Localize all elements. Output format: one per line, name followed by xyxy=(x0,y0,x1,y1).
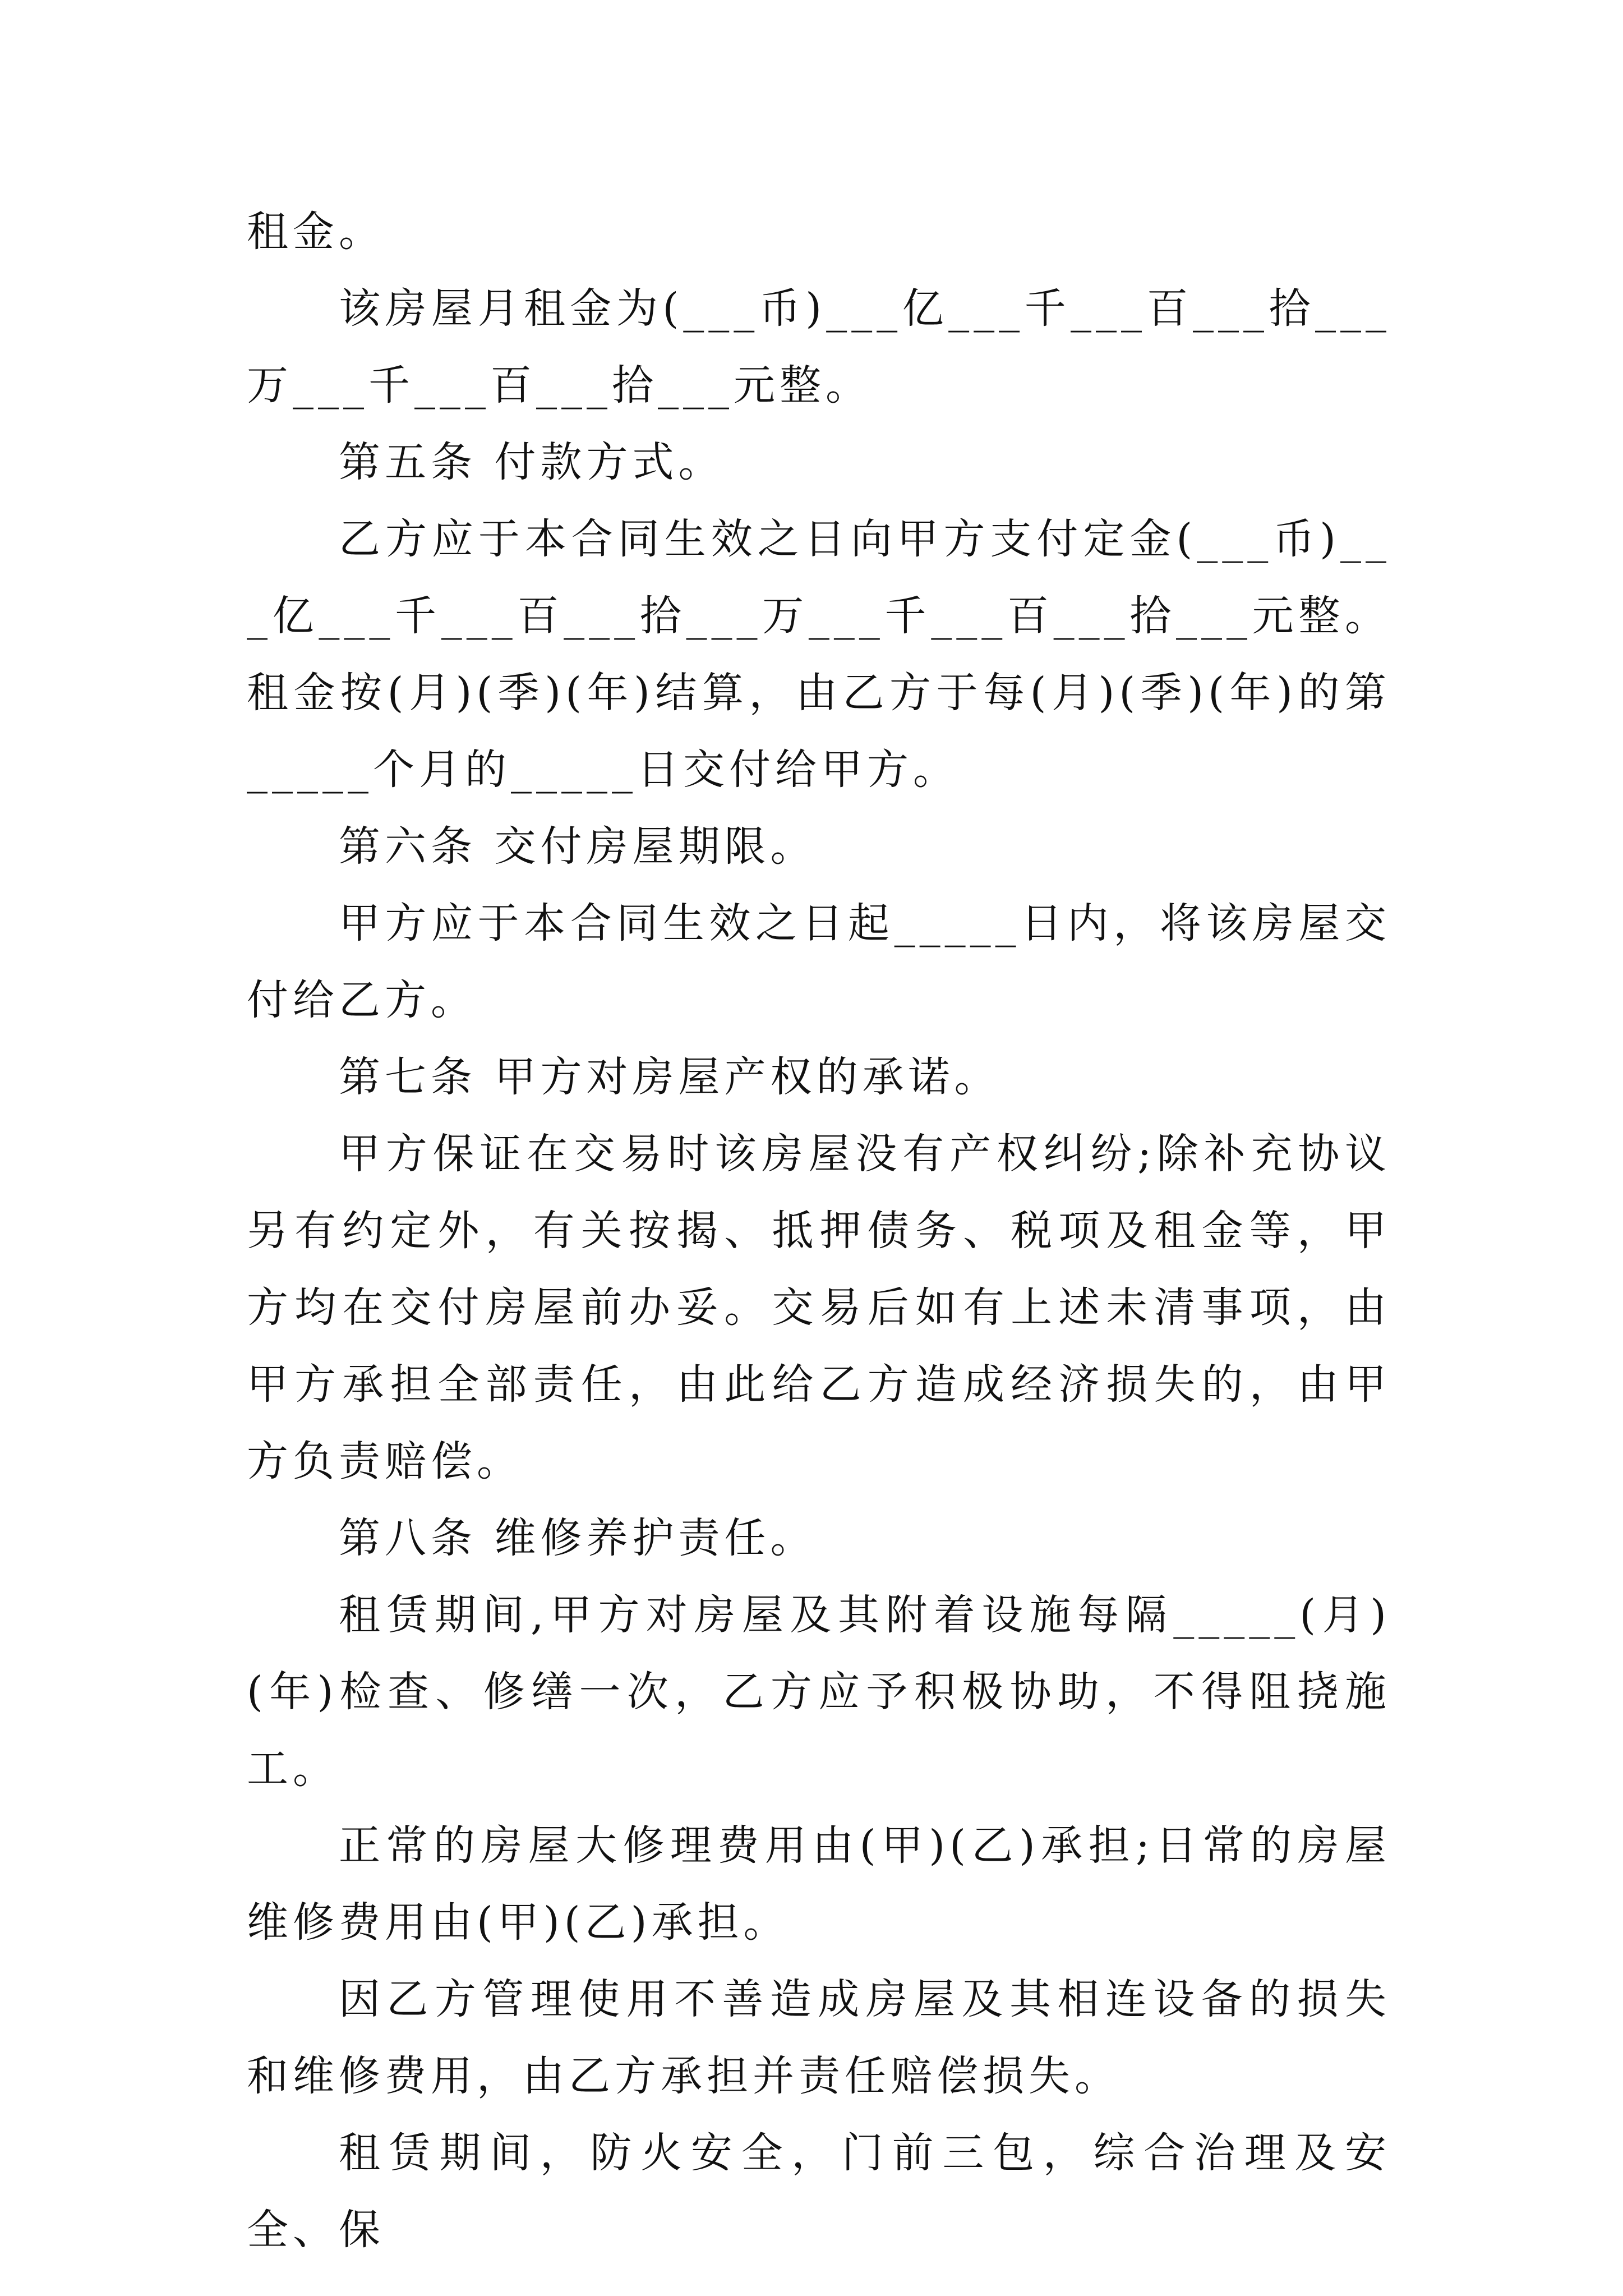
paragraph-payment-method: 乙方应于本合同生效之日向甲方支付定金(___币)___亿___千___百___拾___万___千___百___拾___元整。租金按(月)(季)(年)结算，由乙方于每(月)(季)(年)的第_____个月的_____日交付给甲方。 xyxy=(247,515,1391,794)
paragraph-property-rights: 甲方保证在交易时该房屋没有产权纠纷;除补充协议另有约定外，有关按揭、抵押债务、税项及租金等，甲方均在交付房屋前办妥。交易后如有上述未清事项，由甲方承担全部责任，由此给乙方造成经济损失的，由甲方负责赔偿。 xyxy=(247,1130,1391,1485)
paragraph-monthly-rent: 该房屋月租金为(___币)___亿___千___百___拾___万___千___百___拾___元整。 xyxy=(247,284,1391,409)
paragraph-repair-costs: 正常的房屋大修理费用由(甲)(乙)承担;日常的房屋维修费用由(甲)(乙)承担。 xyxy=(247,1821,1391,1947)
paragraph-damage-liability: 因乙方管理使用不善造成房屋及其相连设备的损失和维修费用，由乙方承担并责任赔偿损失。 xyxy=(247,1975,1391,2100)
article-8-heading: 第八条 维修养护责任。 xyxy=(339,1514,817,1562)
article-5-heading: 第五条 付款方式。 xyxy=(339,438,725,486)
paragraph-inspection: 租赁期间,甲方对房屋及其附着设施每隔_____(月)(年)检查、修缮一次，乙方应予积极协助，不得阻挠施工。 xyxy=(247,1591,1391,1793)
article-7-heading: 第七条 甲方对房屋产权的承诺。 xyxy=(339,1053,1000,1101)
paragraph-delivery-deadline: 甲方应于本合同生效之日起_____日内，将该房屋交付给乙方。 xyxy=(247,899,1391,1024)
paragraph-rent-continued: 租金。 xyxy=(247,208,385,256)
article-6-heading: 第六条 交付房屋期限。 xyxy=(339,822,817,871)
paragraph-fire-safety: 租赁期间，防火安全，门前三包，综合治理及安全、保 xyxy=(247,2129,1391,2254)
document-page xyxy=(247,194,1391,2269)
